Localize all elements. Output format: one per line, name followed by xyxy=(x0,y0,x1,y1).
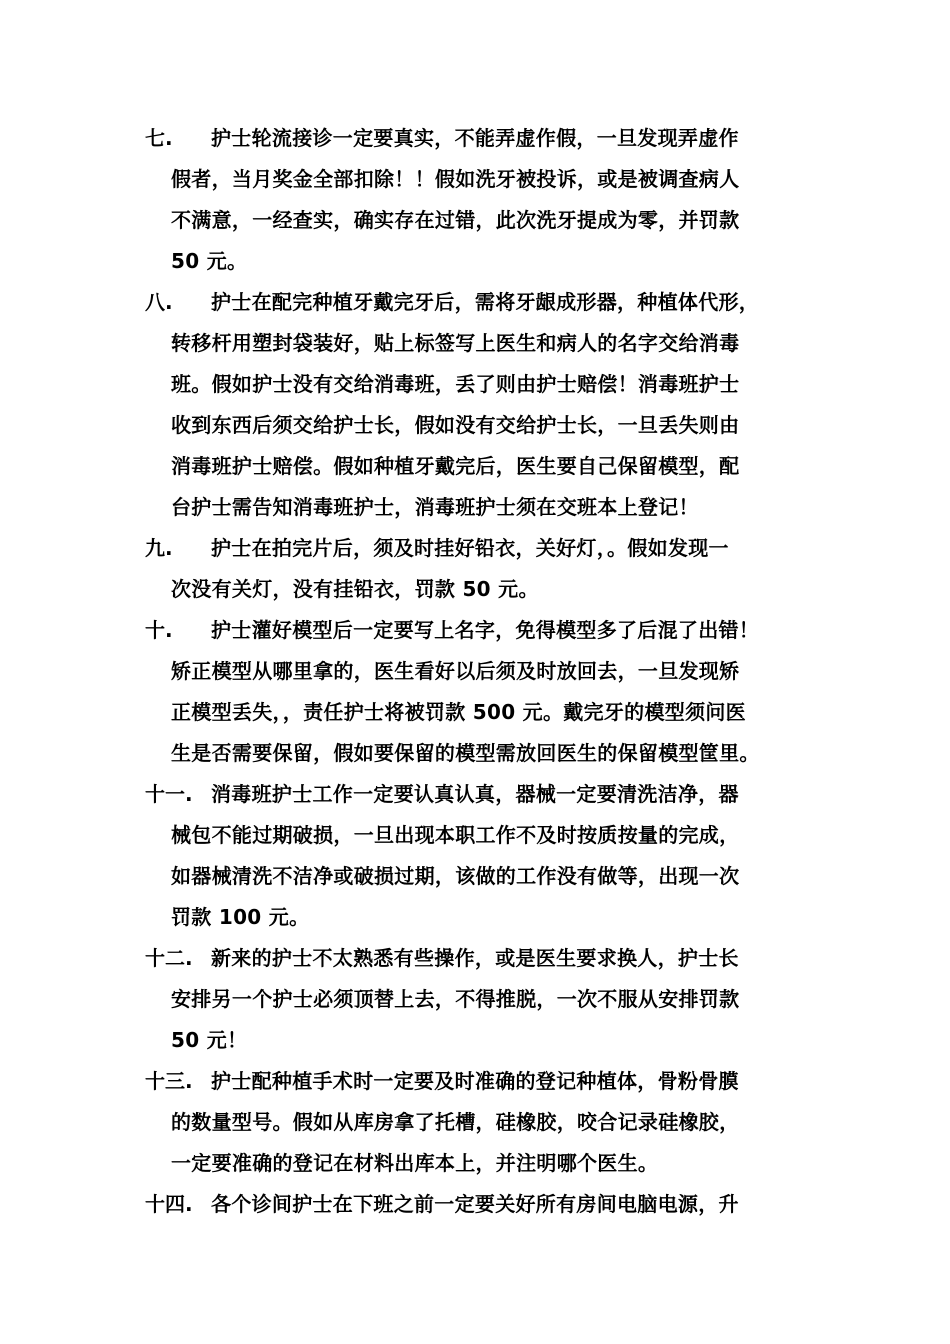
rule-text-line: 假者，当月奖金全部扣除！！假如洗牙被投诉，或是被调查病人 xyxy=(171,167,740,191)
rule-text-line: 新来的护士不太熟悉有些操作，或是医生要求换人，护士长 xyxy=(211,946,739,970)
rule-text-line: 消毒班护士赔偿。假如种植牙戴完后，医生要自己保留模型，配 xyxy=(171,454,740,478)
rule-text-line: 转移杆用塑封袋装好，贴上标签写上医生和病人的名字交给消毒 xyxy=(171,331,740,355)
rule-text-line: 消毒班护士工作一定要认真认真，器械一定要清洗洁净，器 xyxy=(211,782,739,806)
rule-text-line: 台护士需告知消毒班护士，消毒班护士须在交班本上登记！ xyxy=(171,495,699,519)
rule-text-line: 护士在配完种植牙戴完牙后，需将牙龈成形器，种植体代形， xyxy=(211,290,760,314)
rule-text-line: 50 元。 xyxy=(171,249,248,273)
rule-text-line: 矫正模型从哪里拿的，医生看好以后须及时放回去，一旦发现矫 xyxy=(171,659,740,683)
rule-text-line: 护士配种植手术时一定要及时准确的登记种植体，骨粉骨膜 xyxy=(211,1069,739,1093)
rule-number: 九. xyxy=(145,536,173,560)
rule-text-line: 安排另一个护士必须顶替上去，不得推脱，一次不服从安排罚款 xyxy=(171,987,740,1011)
rule-text-line: 护士灌好模型后一定要写上名字，免得模型多了后混了出错！ xyxy=(211,618,760,642)
rule-text-line: 械包不能过期破损，一旦出现本职工作不及时按质按量的完成， xyxy=(171,823,740,847)
rule-text-line: 罚款 100 元。 xyxy=(171,905,310,929)
rule-number: 十三. xyxy=(145,1069,193,1093)
rule-text-line: 生是否需要保留，假如要保留的模型需放回医生的保留模型筐里。 xyxy=(171,741,760,765)
rule-text-line: 如器械清洗不洁净或破损过期，该做的工作没有做等，出现一次 xyxy=(171,864,740,888)
rule-number: 十四. xyxy=(145,1192,193,1216)
rule-text-line: 护士在拍完片后，须及时挂好铅衣，关好灯，。假如发现一 xyxy=(211,536,729,560)
rule-number: 十. xyxy=(145,618,173,642)
rule-text-line: 次没有关灯，没有挂铅衣，罚款 50 元。 xyxy=(171,577,539,601)
rule-text-line: 收到东西后须交给护士长，假如没有交给护士长，一旦丢失则由 xyxy=(171,413,740,437)
rule-number: 八. xyxy=(145,290,173,314)
rule-text-line: 班。假如护士没有交给消毒班，丢了则由护士赔偿！消毒班护士 xyxy=(171,372,740,396)
rule-text-line: 50 元！ xyxy=(171,1028,248,1052)
rule-text-line: 一定要准确的登记在材料出库本上，并注明哪个医生。 xyxy=(171,1151,659,1175)
rule-number: 七. xyxy=(145,126,173,150)
rule-text-line: 护士轮流接诊一定要真实，不能弄虚作假，一旦发现弄虚作 xyxy=(211,126,739,150)
rule-text-line: 的数量型号。假如从库房拿了托槽，硅橡胶，咬合记录硅橡胶， xyxy=(171,1110,740,1134)
rule-number: 十二. xyxy=(145,946,193,970)
rule-text-line: 各个诊间护士在下班之前一定要关好所有房间电脑电源，升 xyxy=(211,1192,739,1216)
rule-text-line: 正模型丢失，，责任护士将被罚款 500 元。戴完牙的模型须问医 xyxy=(171,700,746,724)
rule-text-line: 不满意，一经查实，确实存在过错，此次洗牙提成为零，并罚款 xyxy=(171,208,740,232)
rule-number: 十一. xyxy=(145,782,193,806)
